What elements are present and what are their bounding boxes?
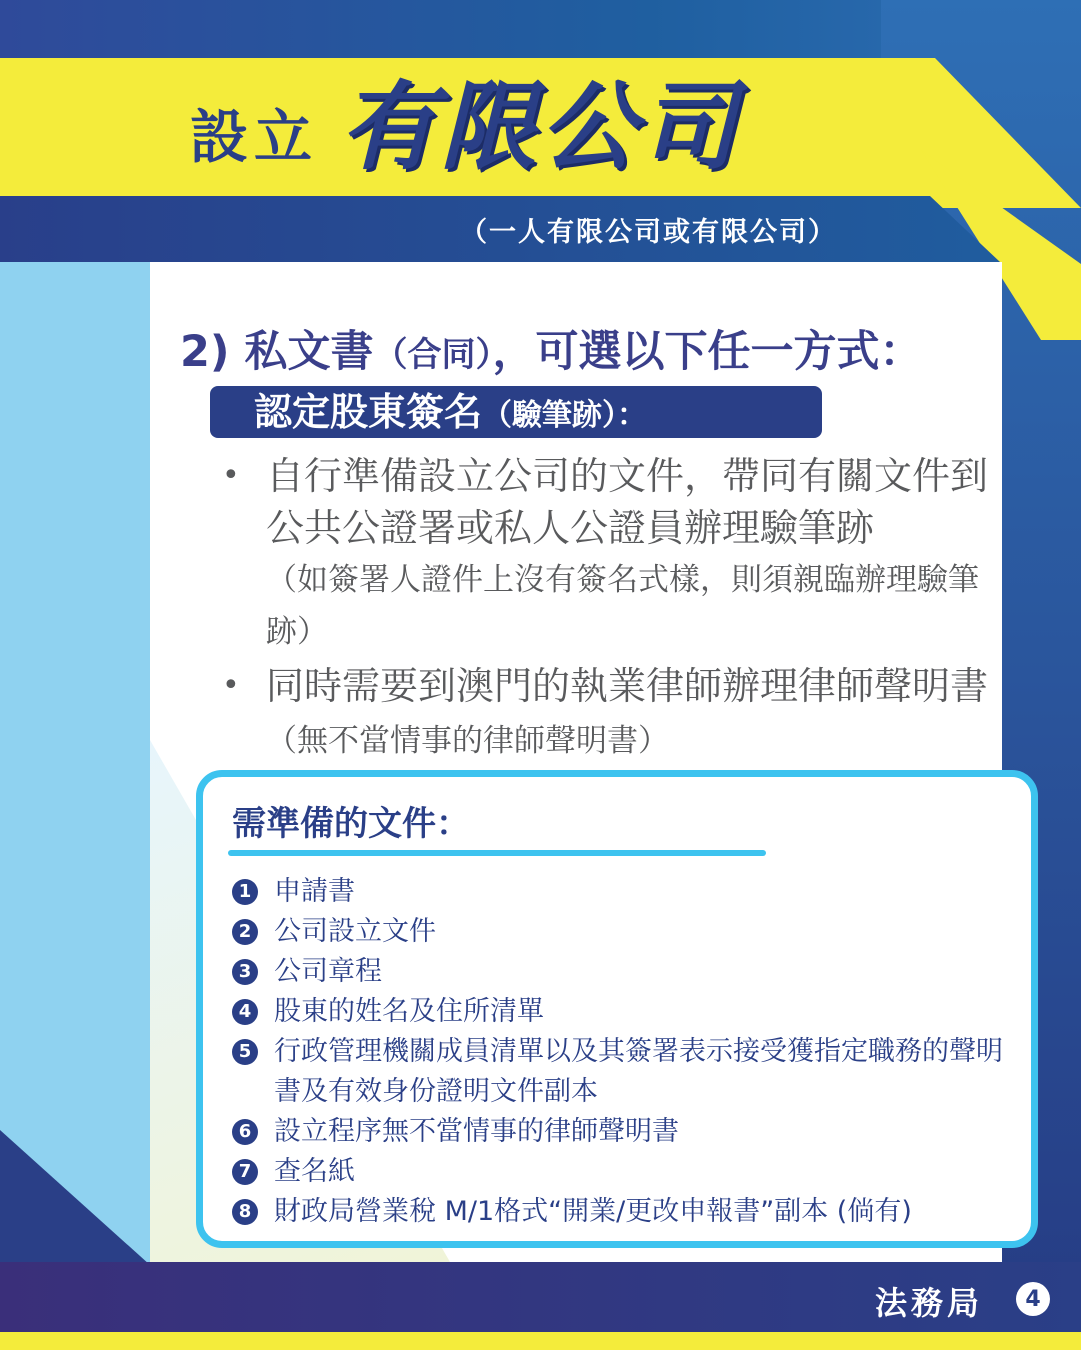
bullet-main: [266, 660, 1022, 767]
bullet-text: [266, 450, 1022, 658]
bullet-text: [266, 660, 1022, 767]
bullet-item: [222, 450, 1022, 658]
item-text: 公司設立文件: [274, 916, 436, 947]
bullet-note: （無不當情事的律師聲明書）: [266, 723, 669, 759]
list-item: [232, 912, 1022, 952]
footer-yellow-strip: [0, 1332, 1081, 1350]
footer-agency-label: 法務局: [875, 1284, 984, 1322]
method-pill: [210, 386, 822, 438]
item-text: 申請書: [274, 876, 355, 907]
bullet-list: [222, 450, 1022, 767]
number-badge: 2: [232, 919, 258, 945]
number-badge: 3: [232, 959, 258, 985]
title-big: 有限公司: [340, 71, 741, 183]
item-text: 查名紙: [274, 1156, 355, 1187]
list-item: [232, 952, 1022, 992]
bullet-note: （如簽署人證件上沒有簽名式樣，則須親臨辦理驗筆跡）: [266, 562, 979, 650]
list-item: [232, 872, 1022, 912]
bullet-item: [222, 660, 1022, 767]
list-item: [232, 1032, 1022, 1112]
number-badge: 6: [232, 1119, 258, 1145]
item-text: 財政局營業稅 M/1格式“開業/更改申報書”副本 (倘有): [274, 1196, 912, 1227]
page-subtitle: （一人有限公司或有限公司）: [460, 217, 837, 248]
list-item: [232, 1152, 1022, 1192]
number-badge: 5: [232, 1039, 258, 1065]
heading-paren: （合同）: [373, 335, 493, 375]
documents-list: [232, 872, 1022, 1232]
item-text: 設立程序無不當情事的律師聲明書: [274, 1116, 679, 1147]
list-item: [232, 1192, 1022, 1232]
bullet-main: 自行準備設立公司的文件，帶同有關文件到公共公證署或私人公證員辦理驗筆跡: [266, 454, 989, 550]
number-badge: 1: [232, 879, 258, 905]
page-number-badge: 4: [1016, 1282, 1050, 1316]
bullet-dot: •: [222, 668, 240, 703]
left-light-strip: [0, 262, 150, 1262]
documents-title: 需準備的文件：: [232, 804, 470, 844]
bullet-main-text: 同時需要到澳門的執業律師辦理律師聲明書: [266, 664, 989, 708]
title-small: 設立: [190, 103, 319, 171]
pill-paren: （驗筆跡）：: [482, 398, 648, 433]
section-heading: [180, 318, 923, 379]
item-text: 公司章程: [274, 956, 382, 987]
number-badge: 7: [232, 1159, 258, 1185]
heading-prefix: 2) 私文書: [180, 327, 374, 377]
heading-suffix: ，可選以下任一方式：: [492, 327, 923, 377]
page-title: [190, 71, 741, 188]
list-item: [232, 992, 1022, 1032]
list-item: [232, 1112, 1022, 1152]
item-text: 股東的姓名及住所清單: [274, 996, 544, 1027]
item-text: 行政管理機關成員清單以及其簽署表示接受獲指定職務的聲明書及有效身份證明文件副本: [274, 1036, 1003, 1107]
bullet-dot: •: [222, 458, 240, 493]
pill-main: 認定股東簽名: [254, 390, 483, 434]
documents-underline: [228, 850, 766, 856]
number-badge: 8: [232, 1199, 258, 1225]
number-badge: 4: [232, 999, 258, 1025]
